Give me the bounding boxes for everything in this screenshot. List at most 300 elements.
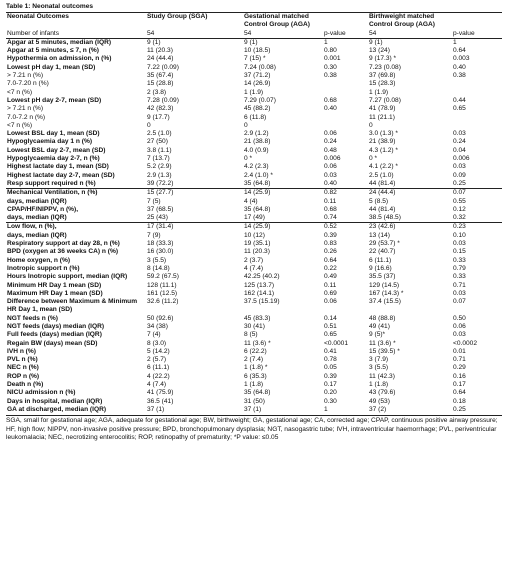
table-cell: 34 (38)	[147, 322, 168, 330]
table-row	[6, 315, 502, 323]
table-cell: 1	[453, 38, 457, 46]
table-cell: 1 (1.8) *	[244, 364, 268, 372]
table-body	[6, 38, 502, 414]
outcome-label: Resp support required n (%)	[7, 179, 96, 187]
table-caption: Table 1: Neonatal outcomes	[6, 3, 94, 10]
table-cell: 0.64	[324, 256, 337, 264]
table-cell: 35 (64.8)	[244, 389, 271, 397]
table-cell: 2.5 (1.0)	[369, 171, 394, 179]
table-cell: 2.5 (1.0)	[147, 130, 172, 138]
table-cell: 0.32	[453, 214, 466, 222]
table-cell: 0.07	[452, 189, 502, 198]
table-cell: 0.41	[324, 347, 337, 355]
table-cell: 1	[324, 405, 328, 413]
outcome-label: Lowest BSL day 2-7, mean (SD)	[7, 146, 106, 154]
table-row	[6, 398, 502, 406]
table-cell: 37.4 (15.5)	[369, 298, 401, 306]
outcome-label: 7.0-7.20 n (%)	[7, 80, 49, 88]
table-cell: 0.78	[324, 356, 337, 364]
outcome-label: Highest lactate day 1, mean (SD)	[7, 163, 109, 171]
table-cell: 0.22	[324, 264, 337, 272]
table-row	[6, 38, 502, 47]
table-cell: 2.9 (1.3)	[147, 171, 172, 179]
table-cell: 9 (17.3) *	[369, 55, 397, 63]
table-cell: 8 (3.0)	[147, 339, 167, 347]
table-row	[6, 180, 502, 189]
table-cell	[452, 89, 502, 97]
outcome-label: Hypothermia on admission, n (%)	[7, 55, 112, 63]
table-cell: 15 (27.7)	[146, 189, 243, 198]
outcome-label: Regain BW (days) mean (SD)	[7, 339, 98, 347]
table-cell: 0.44	[453, 96, 466, 104]
table-row	[6, 138, 502, 146]
table-cell: 3 (5.5)	[369, 364, 389, 372]
table-row	[6, 373, 502, 381]
table-cell: 125 (13.7)	[244, 281, 275, 289]
outcomes-table	[6, 12, 502, 414]
table-row	[6, 89, 502, 97]
table-cell	[323, 114, 368, 122]
table-cell: 32.6 (11.2)	[147, 298, 179, 306]
outcome-label: NICU admission n (%)	[7, 389, 76, 397]
table-row	[6, 240, 502, 248]
table-row	[6, 172, 502, 180]
table-cell: 0.40	[324, 179, 337, 187]
units-cell: p-value	[323, 30, 368, 39]
outcome-label: Maximum HR Day 1 mean (SD)	[7, 289, 103, 297]
table-cell: 0.10	[453, 231, 466, 239]
outcome-label: Lowest pH day 2-7, mean (SD)	[7, 96, 102, 104]
outcome-label: Difference between Maximum & Minimum HR Day 1, mean (SD)	[7, 298, 138, 314]
outcome-label: > 7.21 n (%)	[7, 72, 44, 80]
table-row	[6, 214, 502, 223]
table-cell: 0.82	[323, 189, 368, 198]
table-cell: 5 (14.2)	[147, 347, 170, 355]
table-cell: 44 (81.4)	[369, 179, 396, 187]
table-cell: 36.5 (41)	[147, 397, 174, 405]
table-cell: 2 (5.7)	[147, 356, 167, 364]
table-cell: 37 (71.2)	[244, 72, 271, 80]
table-cell: 59.2 (67.5)	[147, 273, 179, 281]
table-cell: 35 (64.8)	[244, 205, 271, 213]
table-cell: 15 (28.3)	[369, 80, 396, 88]
units-cell: 54	[368, 30, 452, 39]
table-cell: 11 (42.3)	[369, 372, 395, 380]
table-cell: 9 (1)	[147, 38, 161, 46]
table-row	[6, 323, 502, 331]
table-cell: 6 (22.2)	[244, 347, 267, 355]
table-cell: 7 (9)	[147, 231, 161, 239]
table-cell: 0.33	[453, 256, 466, 264]
table-cell: 16 (30.0)	[147, 248, 174, 256]
table-cell: 10 (12)	[244, 231, 265, 239]
header-pvalue	[323, 13, 368, 30]
table-cell: 35 (64.8)	[244, 179, 271, 187]
outcome-label: days, median (IQR)	[7, 231, 67, 239]
table-cell: 48 (88.8)	[369, 314, 396, 322]
table-row	[6, 356, 502, 364]
table-cell: 11 (20.3)	[147, 47, 173, 55]
table-row	[6, 348, 502, 356]
table-cell: 0.68	[324, 205, 337, 213]
table-cell: 0.69	[324, 289, 337, 297]
table-row	[6, 389, 502, 397]
table-cell: 45 (88.2)	[244, 105, 271, 113]
table-cell: 11 (3.6) *	[244, 339, 271, 347]
outcome-label: PVL n (%)	[7, 356, 38, 364]
table-cell: 0.03	[453, 289, 466, 297]
table-row	[6, 206, 502, 214]
outcome-label: Minimum HR Day 1 mean (SD)	[7, 281, 102, 289]
table-cell: 0.006	[324, 155, 341, 163]
table-row	[6, 130, 502, 138]
table-cell: 4.1 (2.2) *	[369, 163, 398, 171]
table-cell: 162 (14.1)	[244, 289, 275, 297]
table-cell: 0.04	[453, 146, 466, 154]
outcome-label: <7 n (%)	[7, 121, 33, 129]
table-cell: 0.03	[453, 163, 466, 171]
table-cell: 13 (14)	[369, 231, 390, 239]
outcome-label: Apgar at 5 minutes, median (IQR)	[7, 38, 112, 46]
table-cell: 23 (42.6)	[368, 223, 452, 232]
table-cell: 2 (3.8)	[147, 88, 167, 96]
table-cell: 9 (17.7)	[147, 113, 170, 121]
table-cell: 0.49	[324, 273, 337, 281]
table-cell: 0.003	[453, 55, 470, 63]
table-cell: 0.26	[324, 248, 337, 256]
table-cell: 43 (79.6)	[369, 389, 396, 397]
table-row	[6, 340, 502, 348]
table-cell	[323, 89, 368, 97]
table-cell: 0.05	[324, 364, 337, 372]
table-cell: 0.06	[453, 322, 466, 330]
table-cell: 21 (38.8)	[244, 138, 271, 146]
table-cell: 0.29	[453, 364, 466, 372]
units-cell: 54	[146, 30, 243, 39]
table-cell: 0.03	[324, 171, 337, 179]
table-row	[6, 265, 502, 273]
table-cell: 0.06	[324, 130, 337, 138]
table-cell: 44 (81.4)	[369, 205, 396, 213]
table-cell: 37.5 (15.19)	[244, 298, 280, 306]
table-cell: 0.48	[324, 146, 337, 154]
table-cell	[323, 80, 368, 88]
outcome-label: BPD (oxygen at 36 weeks CA) n (%)	[7, 248, 119, 256]
units-row	[6, 30, 502, 39]
table-cell: 37 (68.5)	[147, 205, 174, 213]
table-cell: 3.0 (1.3) *	[369, 130, 398, 138]
table-row	[6, 155, 502, 163]
table-cell: 15 (28.8)	[147, 80, 174, 88]
table-cell: 13 (24)	[369, 47, 390, 55]
table-cell: 0.06	[324, 163, 337, 171]
table-row	[6, 406, 502, 414]
table-cell: 42.25 (40.2)	[244, 273, 280, 281]
table-cell: 5.2 (2.9)	[147, 163, 172, 171]
table-cell: 9 (1)	[244, 38, 258, 46]
table-cell: 0.40	[453, 63, 466, 71]
table-cell: 14 (25.9)	[243, 223, 323, 232]
table-cell: 2.4 (1.0) *	[244, 171, 273, 179]
table-cell: 0.74	[324, 214, 337, 222]
outcome-label: IVH n (%)	[7, 347, 36, 355]
table-cell: 30 (41)	[244, 322, 265, 330]
outcome-label: Lowest pH day 1, mean (SD)	[7, 63, 96, 71]
table-row	[6, 122, 502, 130]
table-cell: 7 (5)	[147, 197, 161, 205]
table-cell: 22 (40.7)	[369, 248, 396, 256]
table-cell: 0.40	[324, 105, 337, 113]
table-cell: 0.50	[453, 314, 466, 322]
table-cell: 2 (3.7)	[244, 256, 264, 264]
table-cell: 35 (67.4)	[147, 72, 174, 80]
table-cell: 0	[369, 121, 373, 129]
table-row	[6, 114, 502, 122]
table-cell: 0 *	[244, 155, 253, 163]
units-cell: 54	[243, 30, 323, 39]
table-cell: 0.68	[324, 96, 337, 104]
table-cell: 0.52	[323, 223, 368, 232]
table-cell: 7.27 (0.08)	[369, 96, 401, 104]
outcome-label: days, median (IQR)	[7, 197, 67, 205]
table-cell: 31 (50)	[244, 397, 265, 405]
outcome-label: GA at discharged, median (IQR)	[7, 405, 107, 413]
table-cell: 15 (39.5) *	[369, 347, 400, 355]
table-cell: 0.38	[324, 72, 337, 80]
table-cell: 0.18	[453, 397, 466, 405]
table-cell: 8 (5)	[244, 331, 258, 339]
table-cell: 0.30	[324, 397, 337, 405]
table-cell	[452, 80, 502, 88]
table-cell: 0.17	[324, 381, 337, 389]
table-cell: 24 (44.4)	[147, 55, 174, 63]
outcome-label: > 7.21 n (%)	[7, 105, 44, 113]
table-cell: 0.33	[453, 273, 466, 281]
table-cell: 9 (1)	[369, 38, 383, 46]
table-cell: 3 (7.9)	[369, 356, 389, 364]
table-cell: 0.17	[453, 381, 466, 389]
table-cell: 0.51	[324, 322, 337, 330]
outcome-label: Lowest BSL day 1, mean (SD)	[7, 130, 100, 138]
header-row	[6, 13, 502, 30]
table-cell: 0	[244, 121, 248, 129]
table-row	[6, 223, 502, 232]
table-cell: 0.15	[453, 248, 466, 256]
table-cell: 49 (41)	[369, 322, 390, 330]
table-cell: 17 (31.4)	[146, 223, 243, 232]
outcome-label: NEC n (%)	[7, 364, 39, 372]
table-cell: 0.11	[324, 281, 337, 289]
table-row	[6, 189, 502, 198]
table-cell: 0.25	[453, 179, 466, 187]
table-cell: 37 (1)	[244, 405, 262, 413]
table-cell: 29 (53.7) *	[369, 240, 400, 248]
table-cell: 0.25	[453, 405, 466, 413]
table-cell: 1 (1.9)	[244, 88, 264, 96]
outcome-label: Highest lactate day 2-7, mean (SD)	[7, 171, 115, 179]
table-row	[6, 273, 502, 281]
table-cell: 50 (92.6)	[147, 314, 174, 322]
table-row	[6, 290, 502, 298]
table-row	[6, 364, 502, 372]
table-cell: 3.8 (1.1)	[147, 146, 172, 154]
outcome-label: Home oxygen, n (%)	[7, 256, 71, 264]
table-cell: 6 (11.8)	[244, 113, 267, 121]
table-cell: 0.06	[324, 298, 337, 306]
table-cell: 0.12	[453, 205, 466, 213]
outcome-label: 7.0-7.2 n (%)	[7, 113, 46, 121]
table-cell: 167 (14.3) *	[369, 289, 404, 297]
outcome-label: Apgar at 5 minutes, ≤ 7, n (%)	[7, 47, 99, 55]
table-row	[6, 105, 502, 113]
table-cell: 11 (3.6) *	[369, 339, 396, 347]
table-cell: 0.64	[453, 389, 466, 397]
table-cell: 1	[324, 38, 328, 46]
outcome-label: Hypoglycaemia day 1 n (%)	[7, 138, 93, 146]
table-cell: 0.24	[324, 138, 337, 146]
table-cell: 42 (82.3)	[147, 105, 174, 113]
table-cell	[323, 122, 368, 130]
table-cell: 0.03	[453, 331, 466, 339]
table-cell: 37 (2)	[369, 405, 387, 413]
table-cell: 0.83	[324, 240, 337, 248]
table-cell: 7.29 (0.07)	[244, 96, 276, 104]
table-cell: 37 (1)	[147, 405, 165, 413]
table-cell: 10 (18.5)	[244, 47, 271, 55]
outcome-label: ROP n (%)	[7, 372, 40, 380]
table-cell: 0.006	[453, 155, 470, 163]
table-footnote: SGA, small for gestational age; AGA, adequate for gestational age; BW, birthweight; GA, gestational age; CA, corrected age; CPAP, continuous positive airway pressure; HF, high flow; NIPPV, non-invasive positive pressure; BPD, bronchopulmonary dysplasia; NGT, nasogastric tube; IVH, intraventricular haemorrhage; PVL, periventricular leukomalacia; NEC, necrotizing enterocolitis; ROP, retinopathy of prematurity; *P value: ≤0.05	[6, 415, 502, 442]
table-row	[6, 97, 502, 105]
table-cell: 0.30	[324, 63, 337, 71]
table-cell: 0.23	[452, 223, 502, 232]
table-cell: 9 (5)*	[369, 331, 386, 339]
table-cell: 25 (43)	[147, 214, 168, 222]
table-cell: 4 (4)	[244, 197, 258, 205]
outcome-label: Inotropic support n (%)	[7, 264, 80, 272]
table-cell: 19 (35.1)	[244, 240, 271, 248]
table-cell: 35.5 (37)	[369, 273, 396, 281]
table-cell: 7.28 (0.09)	[147, 96, 179, 104]
table-cell: <0.0001	[324, 339, 349, 347]
table-cell: 14 (26.9)	[244, 80, 271, 88]
outcome-label: <7 n (%)	[7, 88, 33, 96]
table-cell: 18 (33.3)	[147, 240, 174, 248]
table-cell: 7.24 (0.08)	[244, 63, 276, 71]
table-cell: 0.39	[324, 372, 337, 380]
table-cell: 0.09	[453, 171, 466, 179]
units-cell: p-value	[452, 30, 502, 39]
table-cell: 0.71	[453, 281, 466, 289]
table-cell	[452, 122, 502, 130]
table-cell: 0.001	[324, 55, 341, 63]
table-row	[6, 198, 502, 206]
table-cell: 4.0 (0.9)	[244, 146, 269, 154]
header-study-group: Study Group (SGA)	[146, 13, 243, 30]
outcome-label: Days in hospital, median (IQR)	[7, 397, 103, 405]
table-cell: 41 (78.9)	[369, 105, 396, 113]
outcome-label: Respiratory support at day 28, n (%)	[7, 240, 120, 248]
table-cell: 11 (20.3)	[244, 248, 270, 256]
table-cell: 49 (53)	[369, 397, 390, 405]
table-cell: 1 (1.9)	[369, 88, 389, 96]
table-cell: 7.22 (0.09)	[147, 63, 179, 71]
table-cell: 4.3 (1.2) *	[369, 146, 398, 154]
table-cell: 4 (7.4)	[244, 264, 264, 272]
table-cell: 0.11	[324, 197, 337, 205]
table-cell: 0.71	[453, 356, 466, 364]
table-cell: 2.9 (1.2)	[244, 130, 269, 138]
table-row	[6, 381, 502, 389]
table-cell: 7.23 (0.08)	[369, 63, 401, 71]
table-cell: 6 (11.1)	[369, 256, 392, 264]
outcome-label: Low flow, n (%),	[6, 223, 146, 232]
table-cell: 0.07	[453, 298, 466, 306]
outcome-label: Hours Inotropic support, median (IQR)	[7, 273, 128, 281]
table-cell: 7 (13.7)	[147, 155, 170, 163]
table-row	[6, 257, 502, 265]
table-cell: 21 (38.9)	[369, 138, 396, 146]
table-cell: 4 (7.4)	[147, 381, 167, 389]
table-cell: 7 (15) *	[244, 55, 266, 63]
table-cell: 0.38	[453, 72, 466, 80]
outcome-label: NGT feeds n (%)	[7, 314, 58, 322]
table-cell: 14 (25.9)	[243, 189, 323, 198]
header-gestational-control: Gestational matched Control Group (AGA)	[243, 13, 323, 30]
table-cell: 24 (44.4)	[368, 189, 452, 198]
table-cell: 1 (1.8)	[369, 381, 389, 389]
table-cell: 4 (22.2)	[147, 372, 170, 380]
table-row	[6, 232, 502, 240]
table-row	[6, 282, 502, 290]
table-cell: 0.65	[453, 105, 466, 113]
table-cell: 7 (4)	[147, 331, 161, 339]
outcome-label: Hypoglycaemia day 2-7, n (%)	[7, 155, 100, 163]
table-cell: 0.16	[453, 372, 466, 380]
table-cell	[452, 114, 502, 122]
units-cell: Number of infants	[6, 30, 146, 39]
table-cell: 38.5 (48.5)	[369, 214, 401, 222]
table-cell: 0 *	[369, 155, 378, 163]
table-cell: 6 (35.3)	[244, 372, 267, 380]
table-cell: 0.20	[324, 389, 337, 397]
table-cell: 37 (69.8)	[369, 72, 396, 80]
table-cell: 9 (16.6)	[369, 264, 392, 272]
table-row	[6, 64, 502, 72]
table-row	[6, 72, 502, 80]
table-cell: 161 (12.5)	[147, 289, 178, 297]
table-cell: 0.80	[324, 47, 337, 55]
outcome-label: Full feeds (days) median (IQR)	[7, 331, 102, 339]
table-cell: 0.55	[453, 197, 466, 205]
table-cell: 0.79	[453, 264, 466, 272]
table-cell: 0.14	[324, 314, 337, 322]
outcome-label: Death n (%)	[7, 381, 44, 389]
table-row	[6, 163, 502, 171]
table-cell: 1 (1.8)	[244, 381, 264, 389]
table-cell: 39 (72.2)	[147, 179, 174, 187]
table-cell: 0.24	[453, 138, 466, 146]
header-birthweight-control: Birthweight matched Control Group (AGA)	[368, 13, 452, 30]
table-cell: 0.01	[453, 347, 466, 355]
header-pvalue-2	[452, 13, 502, 30]
table-cell: 41 (75.9)	[147, 389, 174, 397]
outcome-label: NGT feeds (days) median (IQR)	[7, 322, 105, 330]
table-row	[6, 47, 502, 55]
table-cell: 0.39	[324, 231, 337, 239]
table-cell: 0	[147, 121, 151, 129]
table-row	[6, 80, 502, 88]
